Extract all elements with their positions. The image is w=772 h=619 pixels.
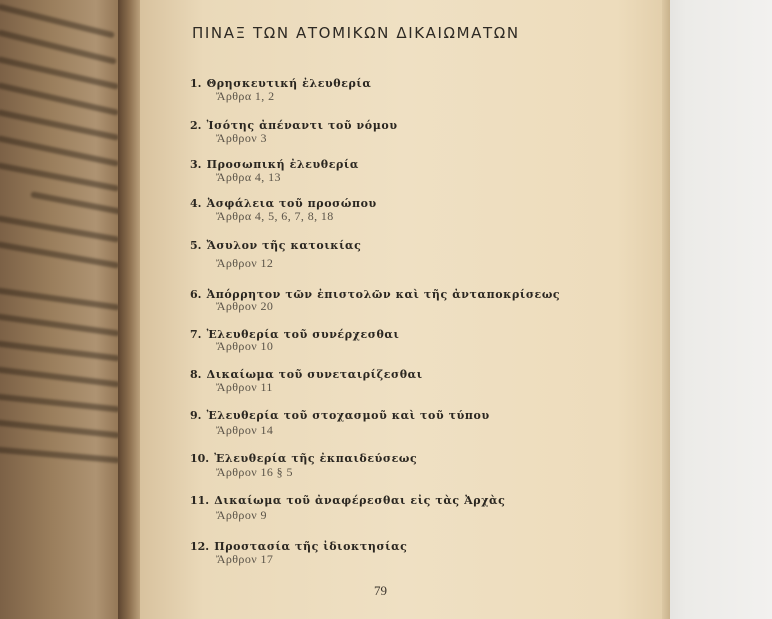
entry-number: 11. — [190, 494, 210, 507]
entry-article: Ἄρθρα 1, 2 — [216, 89, 275, 103]
entry-article: Ἄρθρον 3 — [216, 131, 267, 145]
page-number: 79 — [374, 583, 387, 598]
entry-number: 7. — [190, 328, 202, 341]
left-page-text-line — [0, 287, 120, 310]
left-page-text-line — [0, 340, 120, 361]
entry-article: Ἄρθρον 17 — [216, 552, 274, 566]
entry-article: Ἄρθρον 14 — [216, 423, 274, 437]
entry-number: 6. — [190, 288, 202, 301]
entry-article: Ἄρθρον 9 — [216, 508, 267, 522]
toc-entry — [190, 404, 490, 423]
entry-label: Ἀπόρρητον τῶν ἐπιστολῶν καὶ τῆς ἀνταποκρίσεως — [206, 288, 561, 301]
entry-number: 10. — [190, 452, 210, 465]
entry-article: Ἄρθρον 16 § 5 — [216, 465, 293, 479]
entry-article: Ἄρθρον 20 — [216, 299, 274, 313]
entry-label: Προσωπική ἐλευθερία — [206, 158, 359, 171]
entry-label: Ἐλευθερία τῆς ἐκπαιδεύσεως — [214, 452, 418, 465]
entry-number: 1. — [190, 77, 202, 90]
entry-number: 12. — [190, 540, 210, 553]
entry-article: Ἄρθρον 10 — [216, 339, 274, 353]
entry-label: Ἐλευθερία τοῦ συνέρχεσθαι — [206, 328, 400, 341]
toc-entry — [190, 447, 417, 466]
left-page-text-line — [0, 420, 120, 439]
left-page-text-line — [30, 191, 121, 214]
left-page-text-line — [0, 394, 120, 413]
toc-entry — [190, 489, 505, 508]
entry-label: Ἰσότης ἀπέναντι τοῦ νόμου — [206, 119, 398, 132]
entry-label: Ἀσφάλεια τοῦ προσώπου — [206, 197, 377, 210]
left-page-text-line — [0, 109, 119, 141]
left-page — [0, 0, 128, 619]
entry-number: 9. — [190, 409, 202, 422]
entry-article: Ἄρθρα 4, 5, 6, 7, 8, 18 — [216, 209, 334, 223]
entry-number: 8. — [190, 368, 202, 381]
left-page-text-line — [0, 241, 120, 268]
left-page-text-line — [0, 215, 120, 242]
entry-number: 5. — [190, 239, 202, 252]
entry-label: Ἐλευθερία τοῦ στοχασμοῦ καὶ τοῦ τύπου — [206, 409, 490, 422]
left-page-text-line — [0, 135, 119, 167]
left-page-text-line — [0, 82, 119, 116]
left-page-text-line — [0, 313, 120, 336]
entry-article: Ἄρθρα 4, 13 — [216, 170, 281, 184]
entry-number: 4. — [190, 197, 202, 210]
entry-article: Ἄρθρον 12 — [216, 256, 274, 270]
left-page-text-line — [0, 447, 120, 464]
entry-label: Δικαίωμα τοῦ ἀναφέρεσθαι εἰς τὰς Ἀρχὰς — [214, 494, 506, 507]
entry-label: Θρησκευτική ἐλευθερία — [206, 77, 372, 90]
entry-label: Δικαίωμα τοῦ συνεταιρίζεσθαι — [206, 368, 423, 381]
entry-number: 2. — [190, 119, 202, 132]
entry-label: Ἄσυλον τῆς κατοικίας — [206, 239, 362, 252]
page-title: ΠΙΝΑΞ ΤΩΝ ΑΤΟΜΙΚΩΝ ΔΙΚΑΙΩΜΑΤΩΝ — [192, 24, 520, 42]
left-page-text-line — [0, 162, 119, 192]
entry-article: Ἄρθρον 11 — [216, 380, 273, 394]
toc-entry — [190, 234, 361, 253]
entry-number: 3. — [190, 158, 202, 171]
left-page-text-line — [0, 366, 120, 387]
page-edge — [662, 0, 670, 619]
entry-label: Προστασία τῆς ἰδιοκτησίας — [214, 540, 408, 553]
